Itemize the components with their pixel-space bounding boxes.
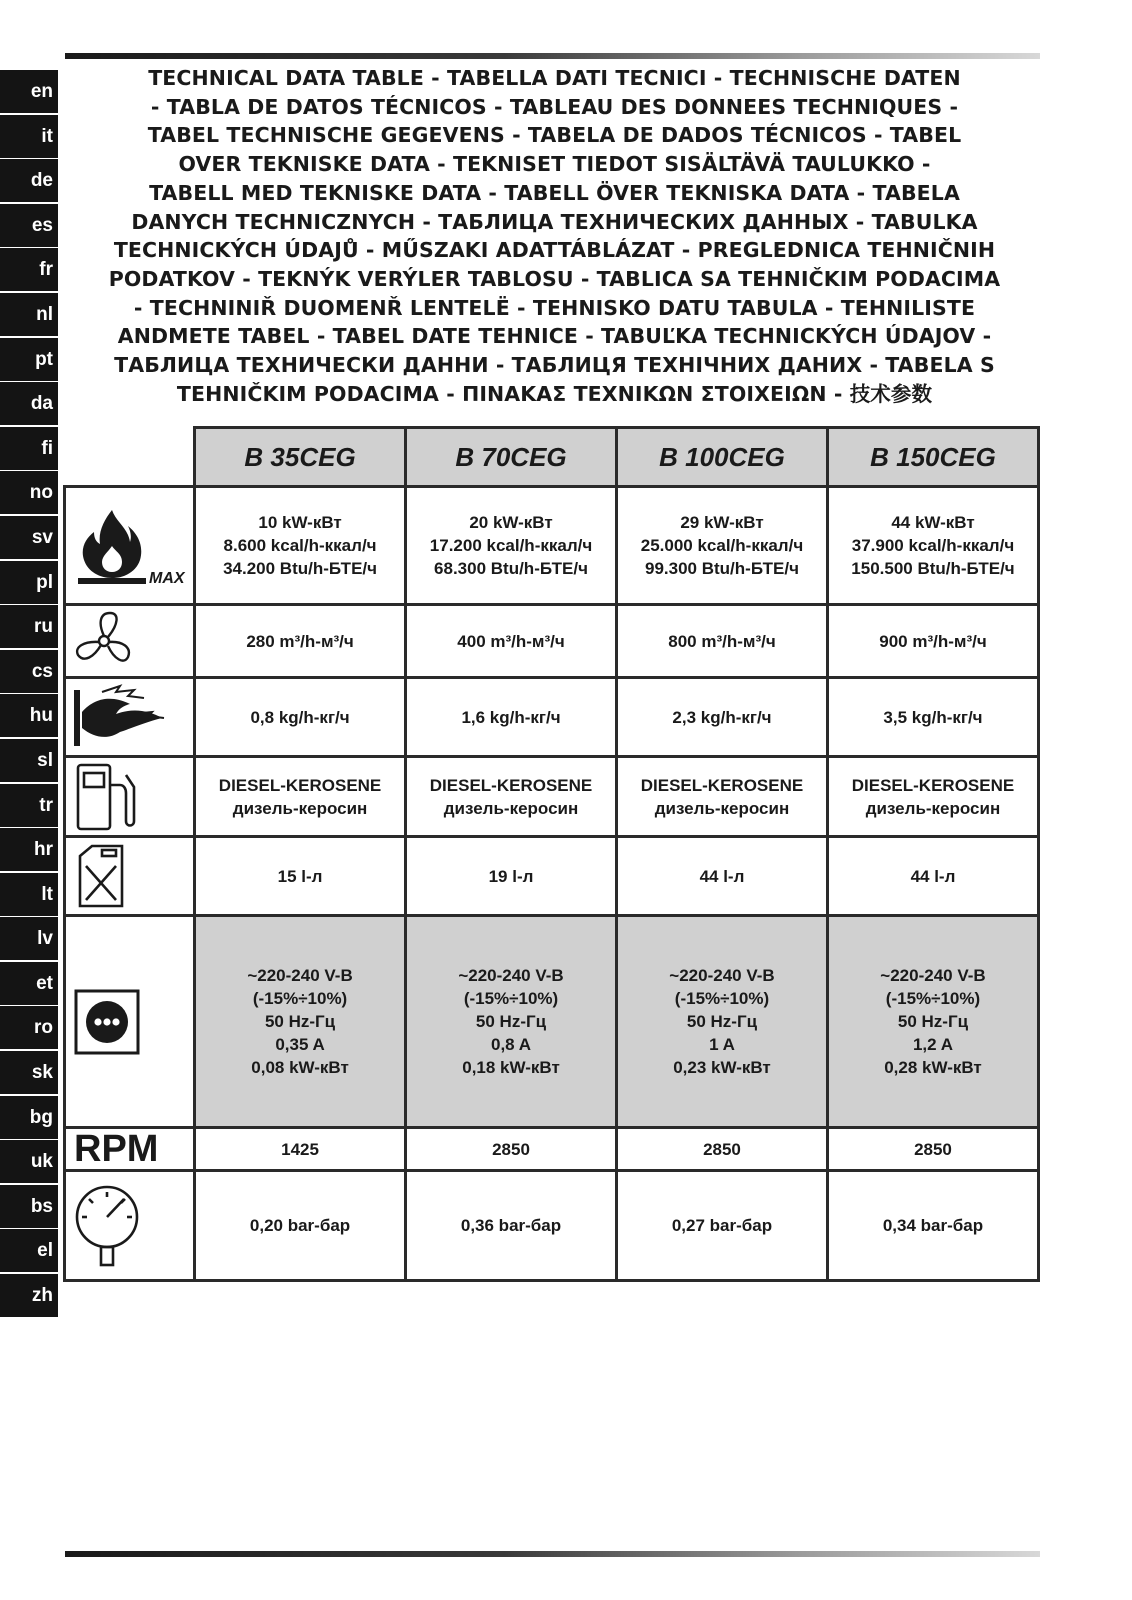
value-cell	[406, 916, 617, 1128]
language-tab[interactable]: lv	[0, 917, 58, 960]
value-line: (-15%÷10%)	[885, 989, 981, 1008]
fuel-pump-icon	[72, 761, 142, 833]
table-corner	[65, 428, 195, 487]
value-line: DIESEL-KEROSENE	[851, 775, 1015, 795]
model-header: B 35CEG	[195, 428, 406, 487]
row-pressure	[65, 1171, 1039, 1281]
value-line: 50 Hz-Гц	[897, 1012, 969, 1031]
value-line: 0,28 kW-кВт	[884, 1058, 982, 1077]
value-cell: 280 m³/h-м³/ч	[195, 605, 406, 678]
language-tab[interactable]: hu	[0, 694, 58, 737]
value-cell: 400 m³/h-м³/ч	[406, 605, 617, 678]
value-cell: 800 m³/h-м³/ч	[617, 605, 828, 678]
top-rule	[65, 53, 1040, 59]
value-cell	[406, 757, 617, 837]
language-tab[interactable]: bg	[0, 1096, 58, 1139]
title-line: - TECHNINIŘ DUOMENŘ LENTELË - TEHNISKO DATU TABULA - TEHNILISTE	[133, 295, 976, 320]
language-tab[interactable]: ru	[0, 605, 58, 648]
value-line: 34.200 Btu/h-БТЕ/ч	[223, 559, 377, 578]
row-airflow	[65, 605, 1039, 678]
pressure-gauge-icon	[72, 1183, 142, 1269]
title-line: DANYCH TECHNICZNYCH - ТАБЛИЦА ТЕХНИЧЕСКИХ ДАННЫХ - TABULKA	[131, 209, 978, 234]
value-line: 0,18 kW-кВт	[462, 1058, 560, 1077]
value-line: 25.000 kcal/h-ккал/ч	[640, 536, 804, 555]
row-fuel	[65, 757, 1039, 837]
value-line: (-15%÷10%)	[674, 989, 770, 1008]
value-line: 68.300 Btu/h-БТЕ/ч	[434, 559, 588, 578]
language-tab[interactable]: sv	[0, 516, 58, 559]
technical-data-table	[63, 426, 1040, 1282]
value-cell: 0,27 bar-бар	[617, 1171, 828, 1281]
title-line: TECHNICAL DATA TABLE - TABELLA DATI TECNICI - TECHNISCHE DATEN	[148, 66, 961, 90]
value-cell: 19 l-л	[406, 837, 617, 916]
row-consumption	[65, 678, 1039, 757]
language-tab[interactable]: fr	[0, 248, 58, 291]
value-cell	[617, 757, 828, 837]
language-tab[interactable]: hr	[0, 828, 58, 871]
model-header: B 100CEG	[617, 428, 828, 487]
value-line: дизель-керосин	[865, 798, 1001, 818]
title-line: - TABLA DE DATOS TÉCNICOS - TABLEAU DES DONNEES TECHNIQUES -	[150, 94, 959, 119]
page-title	[62, 64, 1047, 408]
row-electrical	[65, 916, 1039, 1128]
value-cell: 0,20 bar-бар	[195, 1171, 406, 1281]
language-tab[interactable]: en	[0, 70, 58, 113]
model-header-row	[65, 428, 1039, 487]
value-line: 50 Hz-Гц	[475, 1012, 547, 1031]
fan-icon	[72, 609, 136, 673]
title-line: PODATKOV - TEKNÝK VERÝLER TABLOSU - TABLICA SA TEHNIČKIM PODACIMA	[108, 266, 1001, 291]
value-cell	[406, 487, 617, 605]
row-power	[65, 487, 1039, 605]
value-line: дизель-керосин	[443, 798, 579, 818]
max-label: MAX	[149, 570, 185, 587]
value-line: 0,8 A	[491, 1035, 532, 1054]
model-header: B 70CEG	[406, 428, 617, 487]
value-cell: 0,8 kg/h-кг/ч	[195, 678, 406, 757]
value-cell: 3,5 kg/h-кг/ч	[827, 678, 1038, 757]
title-line: TABEL TECHNISCHE GEGEVENS - TABELA DE DADOS TÉCNICOS - TABEL	[147, 123, 962, 148]
language-tab[interactable]: de	[0, 159, 58, 202]
value-line: ~220-240 V-В	[669, 966, 775, 985]
value-cell	[617, 916, 828, 1128]
value-cell	[827, 916, 1038, 1128]
language-tab[interactable]: ro	[0, 1006, 58, 1049]
title-line: ANDMETE TABEL - TABEL DATE TEHNICE - TABUĽKA TECHNICKÝCH ÚDAJOV -	[117, 324, 992, 349]
row-icon-cell	[65, 1128, 195, 1171]
value-line: ~220-240 V-В	[247, 966, 353, 985]
row-rpm	[65, 1128, 1039, 1171]
value-line: DIESEL-KEROSENE	[429, 775, 593, 795]
rpm-label: RPM	[74, 1128, 159, 1170]
value-cell: 1425	[195, 1128, 406, 1171]
language-tab[interactable]: sl	[0, 739, 58, 782]
language-tab[interactable]: da	[0, 382, 58, 425]
language-tab[interactable]: bs	[0, 1185, 58, 1228]
language-tab[interactable]: zh	[0, 1274, 58, 1317]
power-socket-icon	[72, 987, 142, 1057]
language-tabs	[0, 70, 58, 1319]
title-line: TABELL MED TEKNISKE DATA - TABELL ÖVER TEKNISKA DATA - TABELA	[149, 180, 960, 205]
value-line: 29 kW-кВт	[680, 513, 764, 532]
model-header: B 150CEG	[827, 428, 1038, 487]
title-line: TECHNICKÝCH ÚDAJŮ - MŰSZAKI ADATTÁBLÁZAT - PREGLEDNICA TEHNIČNIH	[113, 238, 996, 263]
language-tab[interactable]: cs	[0, 650, 58, 693]
value-cell: 44 l-л	[827, 837, 1038, 916]
value-cell: 2850	[406, 1128, 617, 1171]
row-icon-cell	[65, 916, 195, 1128]
row-icon-cell	[65, 1171, 195, 1281]
language-tab[interactable]: es	[0, 204, 58, 247]
row-icon-cell	[65, 487, 195, 605]
value-line: (-15%÷10%)	[252, 989, 348, 1008]
burner-icon	[72, 682, 168, 752]
language-tab[interactable]: it	[0, 115, 58, 158]
language-tab[interactable]: tr	[0, 784, 58, 827]
language-tab[interactable]: pl	[0, 561, 58, 604]
title-line: OVER TEKNISKE DATA - TEKNISET TIEDOT SISÄLTÄVÄ TAULUKKO -	[178, 152, 931, 177]
title-line: ТАБЛИЦА ТЕХНИЧЕСКИ ДАННИ - ТАБЛИЦЯ ТЕХНІЧНИХ ДАНИХ - TABELA S	[114, 353, 995, 378]
value-line: 10 kW-кВт	[258, 513, 342, 532]
language-tab[interactable]: sk	[0, 1051, 58, 1094]
value-line: (-15%÷10%)	[463, 989, 559, 1008]
language-tab[interactable]: pt	[0, 338, 58, 381]
value-line: 1 A	[709, 1035, 735, 1054]
value-cell	[827, 757, 1038, 837]
value-line: 0,23 kW-кВт	[673, 1058, 771, 1077]
value-cell: 0,36 bar-бар	[406, 1171, 617, 1281]
bottom-rule	[65, 1551, 1040, 1557]
value-cell: 2,3 kg/h-кг/ч	[617, 678, 828, 757]
value-line: 17.200 kcal/h-ккал/ч	[429, 536, 593, 555]
value-cell	[195, 487, 406, 605]
value-line: 99.300 Btu/h-БТЕ/ч	[645, 559, 799, 578]
value-line: 50 Hz-Гц	[264, 1012, 336, 1031]
language-tab[interactable]: fi	[0, 427, 58, 470]
jerrycan-icon	[72, 842, 132, 910]
value-line: 0,35 A	[275, 1035, 325, 1054]
value-line: 1,2 A	[912, 1035, 953, 1054]
value-line: 50 Hz-Гц	[686, 1012, 758, 1031]
language-tab[interactable]: el	[0, 1229, 58, 1272]
value-cell: 0,34 bar-бар	[827, 1171, 1038, 1281]
value-line: ~220-240 V-В	[880, 966, 986, 985]
value-cell: 900 m³/h-м³/ч	[827, 605, 1038, 678]
row-icon-cell	[65, 837, 195, 916]
row-icon-cell	[65, 605, 195, 678]
value-line: 150.500 Btu/h-БТЕ/ч	[851, 559, 1015, 578]
flame-icon	[72, 506, 152, 586]
value-cell: 2850	[827, 1128, 1038, 1171]
value-line: дизель-керосин	[654, 798, 790, 818]
value-cell	[617, 487, 828, 605]
value-line: 20 kW-кВт	[469, 513, 553, 532]
language-tab[interactable]: nl	[0, 293, 58, 336]
value-line: DIESEL-KEROSENE	[218, 775, 382, 795]
row-icon-cell	[65, 757, 195, 837]
language-tab[interactable]: no	[0, 471, 58, 514]
value-cell	[195, 757, 406, 837]
language-tab[interactable]: uk	[0, 1140, 58, 1183]
value-line: 0,08 kW-кВт	[251, 1058, 349, 1077]
value-line: ~220-240 V-В	[458, 966, 564, 985]
value-line: 44 kW-кВт	[891, 513, 975, 532]
language-tab[interactable]: et	[0, 962, 58, 1005]
value-cell: 15 l-л	[195, 837, 406, 916]
value-cell: 44 l-л	[617, 837, 828, 916]
value-line: дизель-керосин	[232, 798, 368, 818]
value-line: 8.600 kcal/h-ккал/ч	[223, 536, 377, 555]
row-icon-cell	[65, 678, 195, 757]
value-line: DIESEL-KEROSENE	[640, 775, 804, 795]
value-cell: 1,6 kg/h-кг/ч	[406, 678, 617, 757]
value-cell: 2850	[617, 1128, 828, 1171]
value-cell	[195, 916, 406, 1128]
language-tab[interactable]: lt	[0, 873, 58, 916]
row-tank	[65, 837, 1039, 916]
value-line: 37.900 kcal/h-ккал/ч	[851, 536, 1015, 555]
title-line: TEHNIČKIM PODACIMA - ΠΙΝΑΚΑΣ ΤΕΧΝΙΚΩΝ ΣΤΟΙΧΕΙΩΝ - 技术参数	[176, 381, 933, 406]
value-cell	[827, 487, 1038, 605]
